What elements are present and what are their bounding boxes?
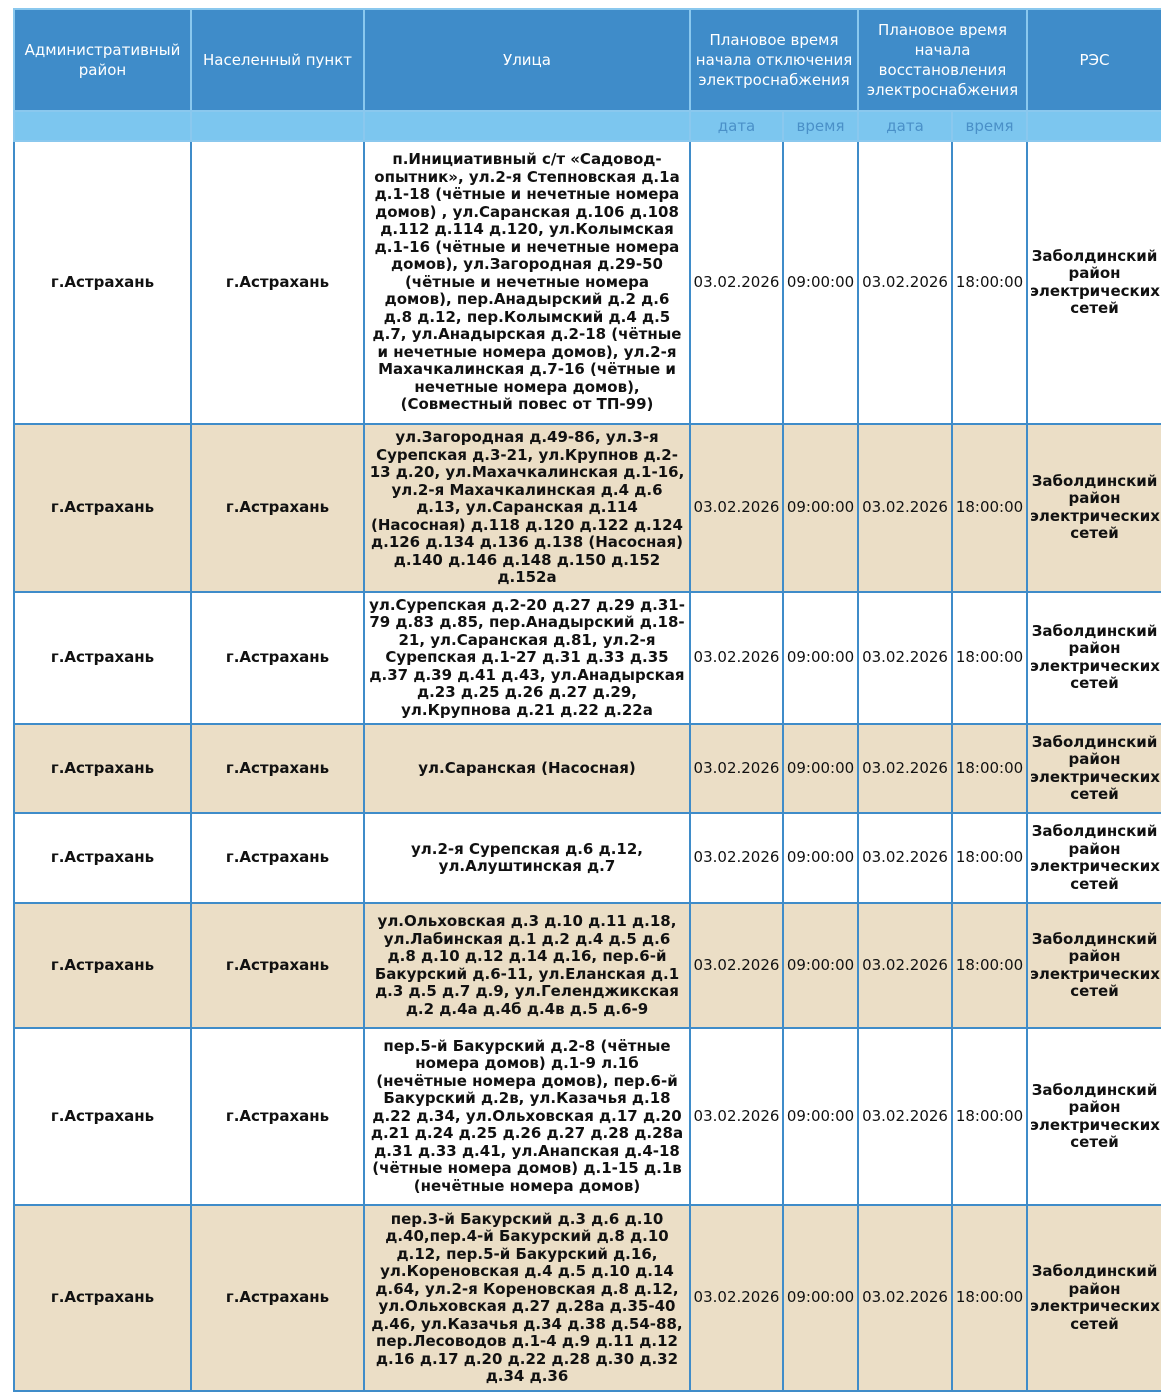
subheader-row: [14, 111, 1161, 141]
cell-off-date: 03.02.2026: [690, 1028, 783, 1205]
cell-district: г.Астрахань: [14, 813, 191, 903]
subheader-on-time: время: [952, 111, 1027, 141]
cell-district: г.Астрахань: [14, 141, 191, 424]
cell-off-time: 09:00:00: [783, 592, 858, 725]
cell-settlement: г.Астрахань: [191, 813, 364, 903]
cell-settlement: г.Астрахань: [191, 903, 364, 1028]
cell-settlement: г.Астрахань: [191, 724, 364, 813]
col-planned-on: Плановое время начала восстановления электроснабжения: [858, 9, 1027, 111]
cell-on-time: 18:00:00: [952, 592, 1027, 725]
cell-on-time: 18:00:00: [952, 1205, 1027, 1391]
cell-off-time: 09:00:00: [783, 724, 858, 813]
subheader-empty: [364, 111, 690, 141]
cell-off-date: 03.02.2026: [690, 903, 783, 1028]
cell-off-date: 03.02.2026: [690, 141, 783, 424]
cell-off-time: 09:00:00: [783, 813, 858, 903]
cell-district: г.Астрахань: [14, 592, 191, 725]
outage-table: [13, 8, 1161, 1392]
cell-res: Заболдинский район электрических сетей: [1027, 724, 1161, 813]
cell-res: Заболдинский район электрических сетей: [1027, 592, 1161, 725]
cell-on-date: 03.02.2026: [858, 813, 952, 903]
cell-off-time: 09:00:00: [783, 1028, 858, 1205]
cell-on-date: 03.02.2026: [858, 903, 952, 1028]
subheader-empty: [14, 111, 191, 141]
subheader-off-time: время: [783, 111, 858, 141]
cell-res: Заболдинский район электрических сетей: [1027, 141, 1161, 424]
cell-settlement: г.Астрахань: [191, 424, 364, 592]
header-row: [14, 9, 1161, 111]
table-row: [14, 592, 1161, 725]
outage-schedule: [13, 8, 1161, 1392]
cell-res: Заболдинский район электрических сетей: [1027, 1205, 1161, 1391]
cell-off-date: 03.02.2026: [690, 424, 783, 592]
table-row: [14, 724, 1161, 813]
cell-on-date: 03.02.2026: [858, 1028, 952, 1205]
col-settlement: Населенный пункт: [191, 9, 364, 111]
cell-on-date: 03.02.2026: [858, 592, 952, 725]
cell-off-time: 09:00:00: [783, 903, 858, 1028]
cell-street: ул.Сурепская д.2-20 д.27 д.29 д.31-79 д.83 д.85, пер.Анадырский д.18-21, ул.Саранская д.81, ул.2-я Сурепская д.1-27 д.31 д.33 д.35 д.37 д.39 д.41 д.43, ул.Анадырская д.23 д.25 д.26 д.27 д.29, ул.Крупнова д.21 д.22 д.22а: [364, 592, 690, 725]
cell-off-date: 03.02.2026: [690, 724, 783, 813]
cell-street: ул.Загородная д.49-86, ул.3-я Сурепская д.3-21, ул.Крупнов д.2-13 д.20, ул.Махачкалинская д.1-16, ул.2-я Махачкалинская д.4 д.6 д.13, ул.Саранская д.114 (Насосная) д.118 д.120 д.122 д.124 д.126 д.134 д.136 д.138 (Насосная) д.140 д.146 д.148 д.150 д.152 д.152а: [364, 424, 690, 592]
cell-off-time: 09:00:00: [783, 424, 858, 592]
col-planned-off: Плановое время начала отключения электроснабжения: [690, 9, 858, 111]
cell-res: Заболдинский район электрических сетей: [1027, 424, 1161, 592]
cell-off-date: 03.02.2026: [690, 1205, 783, 1391]
cell-settlement: г.Астрахань: [191, 592, 364, 725]
subheader-empty: [1027, 111, 1161, 141]
cell-on-date: 03.02.2026: [858, 141, 952, 424]
col-street: Улица: [364, 9, 690, 111]
cell-on-time: 18:00:00: [952, 903, 1027, 1028]
cell-on-time: 18:00:00: [952, 724, 1027, 813]
cell-off-date: 03.02.2026: [690, 592, 783, 725]
cell-district: г.Астрахань: [14, 724, 191, 813]
cell-off-date: 03.02.2026: [690, 813, 783, 903]
cell-settlement: г.Астрахань: [191, 1205, 364, 1391]
cell-district: г.Астрахань: [14, 1028, 191, 1205]
cell-res: Заболдинский район электрических сетей: [1027, 1028, 1161, 1205]
cell-on-time: 18:00:00: [952, 141, 1027, 424]
cell-on-time: 18:00:00: [952, 1028, 1027, 1205]
subheader-on-date: дата: [858, 111, 952, 141]
cell-res: Заболдинский район электрических сетей: [1027, 903, 1161, 1028]
cell-street: пер.5-й Бакурский д.2-8 (чётные номера домов) д.1-9 л.1б (нечётные номера домов), пер.6-й Бакурский д.2в, ул.Казачья д.18 д.22 д.34, ул.Ольховская д.17 д.20 д.21 д.24 д.25 д.26 д.27 д.28 д.28а д.31 д.33 д.41, ул.Анапская д.4-18 (чётные номера домов) д.1-15 д.1в (нечётные номера домов): [364, 1028, 690, 1205]
cell-off-time: 09:00:00: [783, 1205, 858, 1391]
cell-settlement: г.Астрахань: [191, 1028, 364, 1205]
subheader-empty: [191, 111, 364, 141]
table-row: [14, 903, 1161, 1028]
cell-res: Заболдинский район электрических сетей: [1027, 813, 1161, 903]
table-row: [14, 1205, 1161, 1391]
cell-on-time: 18:00:00: [952, 424, 1027, 592]
table-row: [14, 1028, 1161, 1205]
cell-district: г.Астрахань: [14, 424, 191, 592]
cell-street: ул.Ольховская д.3 д.10 д.11 д.18, ул.Лабинская д.1 д.2 д.4 д.5 д.6 д.8 д.10 д.12 д.14 д.16, пер.6-й Бакурский д.6-11, ул.Еланская д.1 д.3 д.5 д.7 д.9, ул.Геленджикская д.2 д.4а д.4б д.4в д.5 д.6-9: [364, 903, 690, 1028]
cell-on-time: 18:00:00: [952, 813, 1027, 903]
col-res: РЭС: [1027, 9, 1161, 111]
cell-district: г.Астрахань: [14, 1205, 191, 1391]
cell-off-time: 09:00:00: [783, 141, 858, 424]
table-row: [14, 141, 1161, 424]
cell-on-date: 03.02.2026: [858, 1205, 952, 1391]
cell-street: пер.3-й Бакурский д.3 д.6 д.10 д.40,пер.4-й Бакурский д.8 д.10 д.12, пер.5-й Бакурский д.16, ул.Кореновская д.4 д.5 д.10 д.14 д.64, ул.2-я Кореновская д.8 д.12, ул.Ольховская д.27 д.28а д.35-40 д.46, ул.Казачья д.34 д.38 д.54-88, пер.Лесоводов д.1-4 д.9 д.11 д.12 д.16 д.17 д.20 д.22 д.28 д.30 д.32 д.34 д.36: [364, 1205, 690, 1391]
cell-street: п.Инициативный с/т «Садовод-опытник», ул.2-я Степновская д.1а д.1-18 (чётные и нечетные номера домов) , ул.Саранская д.106 д.108 д.112 д.114 д.120, ул.Колымская д.1-16 (чётные и нечетные номера домов), ул.Загородная д.29-50 (чётные и нечетные номера домов), пер.Анадырский д.2 д.6 д.8 д.12, пер.Колымский д.4 д.5 д.7, ул.Анадырская д.2-18 (чётные и нечетные номера домов), ул.2-я Махачкалинская д.7-16 (чётные и нечетные номера домов), (Совместный повес от ТП-99): [364, 141, 690, 424]
cell-street: ул.2-я Сурепская д.6 д.12, ул.Алуштинская д.7: [364, 813, 690, 903]
subheader-off-date: дата: [690, 111, 783, 141]
col-admin-district: Административный район: [14, 9, 191, 111]
cell-district: г.Астрахань: [14, 903, 191, 1028]
table-row: [14, 813, 1161, 903]
table-row: [14, 424, 1161, 592]
cell-on-date: 03.02.2026: [858, 424, 952, 592]
cell-on-date: 03.02.2026: [858, 724, 952, 813]
cell-street: ул.Саранская (Насосная): [364, 724, 690, 813]
cell-settlement: г.Астрахань: [191, 141, 364, 424]
